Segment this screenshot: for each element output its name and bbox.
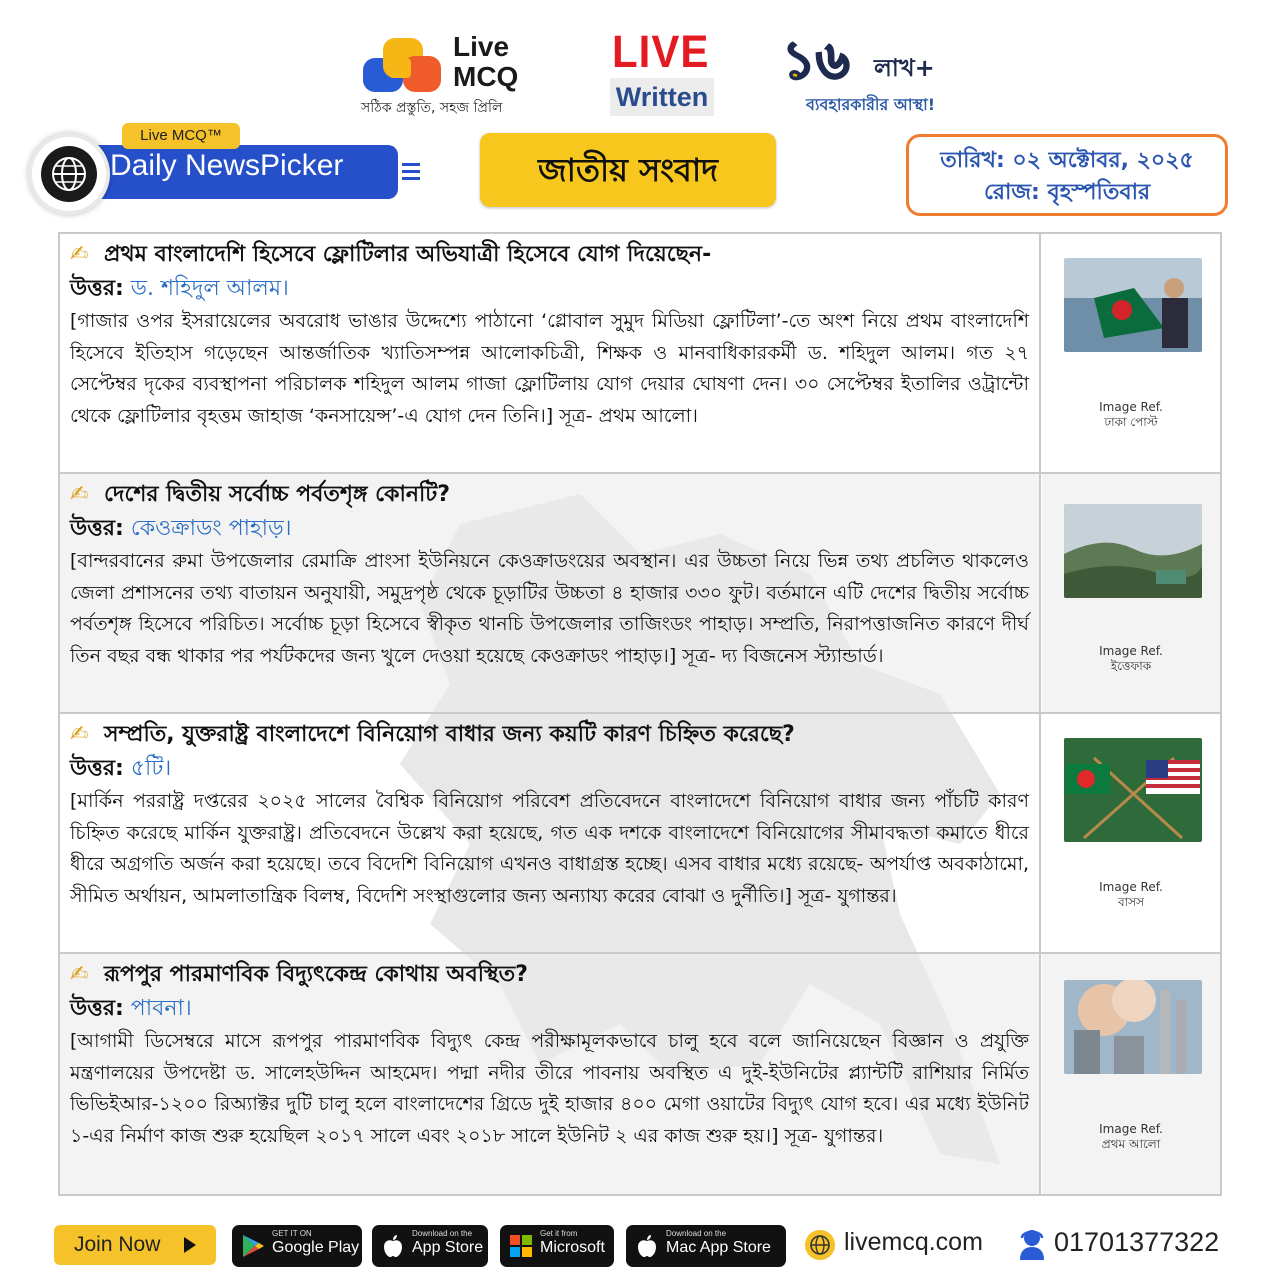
phone-number[interactable]: 01701377322 — [1054, 1227, 1220, 1257]
news-photo — [1064, 504, 1202, 598]
answer-value: কেওক্রাডং পাহাড়। — [130, 516, 292, 541]
store-big-text: Mac App Store — [666, 1239, 771, 1256]
answer-line — [70, 272, 1029, 306]
store-small-text: Download on the — [412, 1229, 473, 1238]
news-item-image-cell — [1042, 954, 1220, 1194]
users-unit: লাখ+ — [874, 54, 935, 82]
newspicker-tag: Live MCQ™ — [122, 123, 240, 149]
newspicker-title: Daily NewsPicker — [110, 149, 344, 182]
answer-label: উত্তর: — [70, 276, 124, 301]
question-text: দেশের দ্বিতীয় সর্বোচ্চ পর্বতশৃঙ্গ কোনটি? — [104, 482, 451, 507]
explanation: [মার্কিন পররাষ্ট্র দপ্তরের ২০২৫ সালের বৈশ্বিক বিনিয়োগ পরিবেশ প্রতিবেদনে বাংলাদেশে বিনিয়োগ বাধার জন্য পাঁচটি কারণ চিহ্নিত করেছে মার্কিন যুক্তরাষ্ট্র। প্রতিবেদনে উল্লেখ করা হয়েছে, গত এক দশকে বাংলাদেশে বিনিয়োগের সীমাবদ্ধতা কমাতে ধীরে ধীরে অগ্রগতি অর্জন করা হয়েছে। তবে বিদেশি বিনিয়োগ এখনও বাধাগ্রস্ত হচ্ছে। এসব বাধার মধ্যে রয়েছে- অপর্যাপ্ত অবকাঠামো, সীমিত অর্থায়ন, আমলাতান্ত্রিক বিলম্ব, বিদেশি সংস্থাগুলোর জন্য অন্যায্য করের বোঝা ও দুর্নীতি।] সূত্র- যুগান্তর। — [70, 790, 1029, 907]
news-item-1 — [60, 234, 1220, 474]
menu-lines-icon — [402, 161, 424, 183]
answer-line — [70, 512, 1029, 546]
image-ref-source: বাসস — [1117, 895, 1144, 909]
news-item-image-cell — [1042, 474, 1220, 712]
brand-tagline: সঠিক প্রস্তুতি, সহজ প্রিলি — [361, 100, 503, 116]
news-photo — [1064, 980, 1202, 1074]
writing-hand-icon: ✍ — [70, 722, 89, 747]
question — [70, 958, 1029, 992]
live-label: LIVE — [612, 26, 710, 77]
globe-icon — [805, 1230, 835, 1260]
date-box — [906, 134, 1228, 216]
app-store-button[interactable] — [372, 1225, 488, 1267]
answer-value: পাবনা। — [130, 996, 192, 1021]
news-item-image-cell — [1042, 234, 1220, 472]
date-line: তারিখ: ০২ অক্টোবর, ২০২৫ — [940, 148, 1194, 173]
news-item-text — [60, 474, 1041, 712]
image-ref-label: Image Ref. — [1099, 400, 1163, 414]
answer-label: উত্তর: — [70, 996, 124, 1021]
day-line: রোজ: বৃহস্পতিবার — [983, 180, 1151, 205]
explanation: [গাজার ওপর ইসরায়েলের অবরোধ ভাঙার উদ্দেশ্যে পাঠানো ‘গ্লোবাল সুমুদ মিডিয়া ফ্লোটিলা’-তে অংশ নিয়ে প্রথম বাংলাদেশি হিসেবে ইতিহাস গড়েছেন আন্তর্জাতিক খ্যাতিসম্পন্ন আলোকচিত্রী, শিক্ষক ও মানবাধিকারকর্মী ড. শহিদুল আলম। গত ২৭ সেপ্টেম্বর দৃকের ব্যবস্থাপনা পরিচালক শহিদুল আলম গাজা ফ্লোটিলায় যোগ দেয়ার ঘোষণা দেন। ৩০ সেপ্টেম্বর ইতালির ওট্রান্টো থেকে ফ্লোটিলার বৃহত্তম জাহাজ ‘কনসায়েন্স’-এ যোগ দেন তিনি।] সূত্র- প্রথম আলো। — [70, 310, 1029, 427]
explanation: [আগামী ডিসেম্বরে মাসে রূপপুর পারমাণবিক বিদ্যুৎ কেন্দ্র পরীক্ষামূলকভাবে চালু হবে বলে জানিয়েছেন বিজ্ঞান ও প্রযুক্তি মন্ত্রণালয়ের উপদেষ্টা ড. সালেহউদ্দিন আহমেদ। পদ্মা নদীর তীরে পাবনায় অবস্থিত এ দুই-ইউনিটের প্ল্যান্টটি রাশিয়ার নির্মিত ভিভিইআর-১২০০ রিঅ্যাক্টর দুটি চালু হলে বাংলাদেশের গ্রিডে দুই হাজার ৪০০ মেগা ওয়াটের বিদ্যুৎ যোগ হবে। এর মধ্যে ইউনিট ১-এর নির্মাণ কাজ শুরু হয়েছিল ২০১৭ সালে এবং ২০১৮ সালে ইউনিট ২ এর কাজ শুরু হয়।] সূত্র- যুগান্তর। — [70, 1030, 1029, 1147]
store-big-text: Google Play — [272, 1239, 360, 1256]
website-link[interactable]: livemcq.com — [844, 1228, 983, 1256]
question-text: প্রথম বাংলাদেশি হিসেবে ফ্লোটিলার অভিযাত্রী হিসেবে যোগ দিয়েছেন- — [104, 242, 712, 267]
question-text: সম্প্রতি, যুক্তরাষ্ট্র বাংলাদেশে বিনিয়োগ বাধার জন্য কয়টি কারণ চিহ্নিত করেছে? — [104, 722, 795, 747]
apple-icon — [380, 1233, 406, 1259]
answer-value: ৫টি। — [130, 756, 172, 781]
users-badge — [780, 28, 970, 120]
brand-name-line2: MCQ — [453, 61, 519, 92]
news-item-text — [60, 954, 1041, 1194]
apple-icon — [634, 1233, 660, 1259]
play-arrow-icon — [184, 1237, 196, 1253]
newspicker-circle — [28, 133, 110, 215]
join-now-label: Join Now — [74, 1233, 161, 1256]
image-ref-source: প্রথম আলো — [1101, 1137, 1161, 1151]
google-play-icon — [240, 1233, 266, 1259]
answer-value: ড. শহিদুল আলম। — [130, 276, 289, 301]
answer-line — [70, 992, 1029, 1026]
writing-hand-icon: ✍ — [70, 242, 89, 267]
news-table — [58, 232, 1222, 1196]
news-item-2 — [60, 474, 1220, 714]
answer-line — [70, 752, 1029, 786]
section-title: জাতীয় সংবাদ — [480, 133, 776, 207]
news-photo — [1064, 738, 1202, 842]
question — [70, 478, 1029, 512]
livemcq-logo-icon — [359, 34, 445, 96]
microsoft-icon — [508, 1233, 534, 1259]
image-ref-label: Image Ref. — [1099, 644, 1163, 658]
news-item-text — [60, 714, 1041, 952]
news-item-4 — [60, 954, 1220, 1194]
news-item-text — [60, 234, 1041, 472]
image-ref-source: ঢাকা পোস্ট — [1104, 415, 1158, 429]
join-now-button[interactable] — [54, 1225, 216, 1265]
live-written-badge — [606, 28, 716, 120]
google-play-button[interactable] — [232, 1225, 362, 1267]
globe-news-icon — [41, 146, 97, 202]
store-small-text: GET IT ON — [272, 1229, 312, 1238]
writing-hand-icon: ✍ — [70, 482, 89, 507]
store-big-text: App Store — [412, 1239, 484, 1256]
explanation: [বান্দরবানের রুমা উপজেলার রেমাক্রি প্রাংসা ইউনিয়নে কেওক্রাডংয়ের অবস্থান। এর উচ্চতা নিয়ে ভিন্ন তথ্য প্রচলিত থাকলেও জেলা প্রশাসনের তথ্য বাতায়ন অনুযায়ী, সমুদ্রপৃষ্ঠ থেকে চূড়াটির উচ্চতা ৪ হাজার ৩৩০ ফুট। বর্তমানে এটি দেশের দ্বিতীয় সর্বোচ্চ পর্বতশৃঙ্গ হিসেবে পরিচিত। সর্বোচ্চ চূড়া হিসেবে স্বীকৃত থানচি উপজেলার তাজিংডং পাহাড়। সম্প্রতি, নিরাপত্তাজনিত কারণে দীর্ঘ তিন বছর বন্ধ থাকার পর পর্যটকদের জন্য খুলে দেওয়া হয়েছে কেওক্রাডং পাহাড়।] সূত্র- দ্য বিজনেস স্ট্যান্ডার্ড। — [70, 550, 1029, 667]
newspicker-logo — [26, 125, 406, 221]
image-ref — [1042, 400, 1220, 430]
store-big-text: Microsoft — [540, 1239, 605, 1256]
store-small-text: Get it from — [540, 1229, 578, 1238]
news-item-image-cell — [1042, 714, 1220, 952]
image-ref — [1042, 1122, 1220, 1152]
brand-name — [453, 32, 518, 92]
brand-name-line1: Live — [453, 31, 510, 62]
image-ref-label: Image Ref. — [1099, 1122, 1163, 1136]
question — [70, 718, 1029, 752]
microsoft-store-button[interactable] — [500, 1225, 614, 1267]
news-item-3 — [60, 714, 1220, 954]
mac-app-store-button[interactable] — [626, 1225, 786, 1267]
answer-label: উত্তর: — [70, 756, 124, 781]
image-ref-source: ইত্তেফাক — [1110, 659, 1152, 673]
users-number: ১৬ — [782, 31, 850, 91]
image-ref — [1042, 880, 1220, 910]
answer-label: উত্তর: — [70, 516, 124, 541]
brand-logo-block — [355, 30, 545, 120]
writing-hand-icon: ✍ — [70, 962, 89, 987]
image-ref-label: Image Ref. — [1099, 880, 1163, 894]
question-text: রূপপুর পারমাণবিক বিদ্যুৎকেন্দ্র কোথায় অবস্থিত? — [104, 962, 528, 987]
image-ref — [1042, 644, 1220, 674]
question — [70, 238, 1029, 272]
users-caption: ব্যবহারকারীর আস্থা! — [806, 95, 936, 114]
news-photo — [1064, 258, 1202, 352]
written-label: Written — [610, 78, 714, 116]
store-small-text: Download on the — [666, 1229, 727, 1238]
support-agent-icon — [1016, 1226, 1048, 1260]
